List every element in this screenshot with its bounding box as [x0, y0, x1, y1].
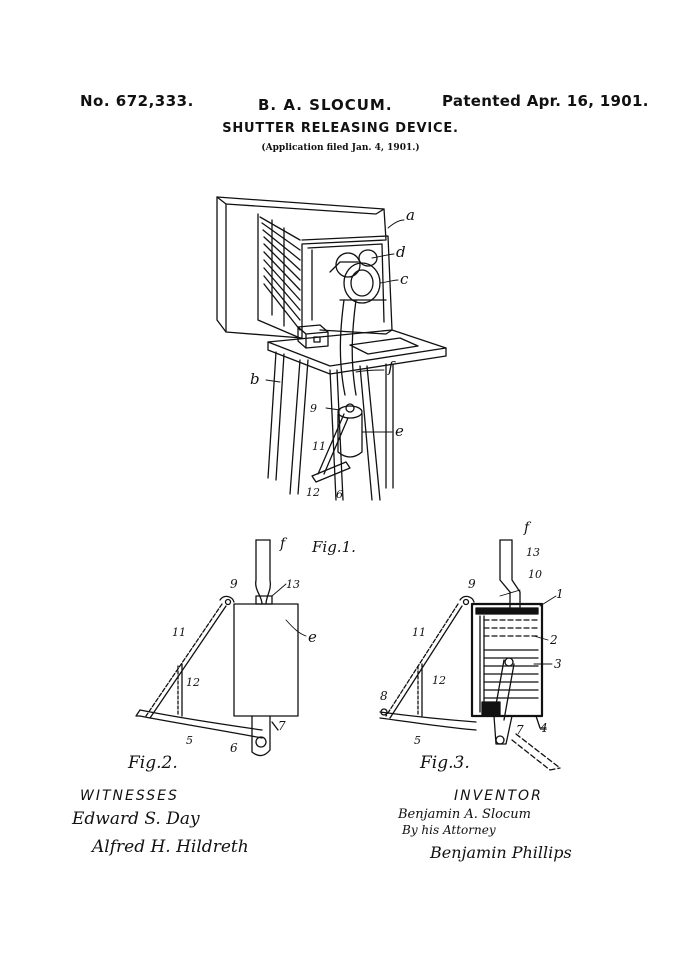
label-13: 13: [526, 546, 540, 559]
patent-title: SHUTTER RELEASING DEVICE.: [222, 121, 459, 136]
label-leader-lines: [266, 220, 556, 664]
label-8: 8: [380, 689, 388, 703]
label-d: d: [396, 243, 406, 261]
inventor-heading: INVENTOR: [454, 788, 543, 804]
label-12: 12: [432, 674, 446, 687]
attorney-line: By his Attorney: [402, 823, 496, 837]
label-7: 7: [278, 719, 286, 733]
label-b: b: [250, 370, 260, 388]
label-12: 12: [306, 486, 320, 499]
label-10: 10: [528, 568, 542, 581]
label-f: f: [524, 520, 530, 536]
label-6: 6: [230, 741, 238, 755]
witness-2-signature: Alfred H. Hildreth: [92, 837, 249, 857]
patent-number: No. 672,333.: [80, 92, 194, 110]
label-9: 9: [230, 577, 238, 591]
label-f: f: [280, 536, 286, 552]
label-2: 2: [550, 633, 558, 647]
inventor-signature: Benjamin A. Slocum: [398, 807, 531, 822]
label-1: 1: [556, 587, 564, 601]
attorney-signature: Benjamin Phillips: [430, 843, 572, 862]
label-c: c: [400, 270, 409, 288]
fig3-caption: Fig.3.: [420, 753, 470, 773]
label-11: 11: [312, 440, 326, 453]
figure-2-drawing: [136, 540, 298, 756]
label-f: f: [388, 358, 394, 376]
label-6: 6: [336, 488, 343, 501]
witnesses-heading: WITNESSES: [80, 788, 179, 804]
figure-2-labels: [127, 536, 317, 773]
label-9: 9: [310, 402, 317, 415]
label-4: 4: [540, 721, 548, 735]
label-5: 5: [186, 734, 193, 747]
application-filed: (Application filed Jan. 4, 1901.): [261, 143, 420, 153]
figure-1-camera-drawing: [217, 197, 446, 500]
label-a: a: [406, 206, 415, 224]
patent-date: Patented Apr. 16, 1901.: [442, 92, 649, 110]
fig1-caption: Fig.1.: [312, 538, 356, 556]
label-12: 12: [186, 676, 200, 689]
label-11: 11: [412, 626, 426, 639]
label-11: 11: [172, 626, 186, 639]
label-7: 7: [516, 723, 524, 737]
signature-block: [71, 788, 572, 862]
fig2-caption: Fig.2.: [128, 753, 178, 773]
label-5: 5: [414, 734, 421, 747]
label-3: 3: [554, 657, 562, 671]
inventor-name: B. A. SLOCUM.: [258, 96, 393, 114]
witness-1-signature: Edward S. Day: [72, 809, 200, 829]
label-e: e: [308, 628, 317, 646]
label-9: 9: [468, 577, 476, 591]
label-e: e: [395, 422, 404, 440]
label-13: 13: [286, 578, 300, 591]
